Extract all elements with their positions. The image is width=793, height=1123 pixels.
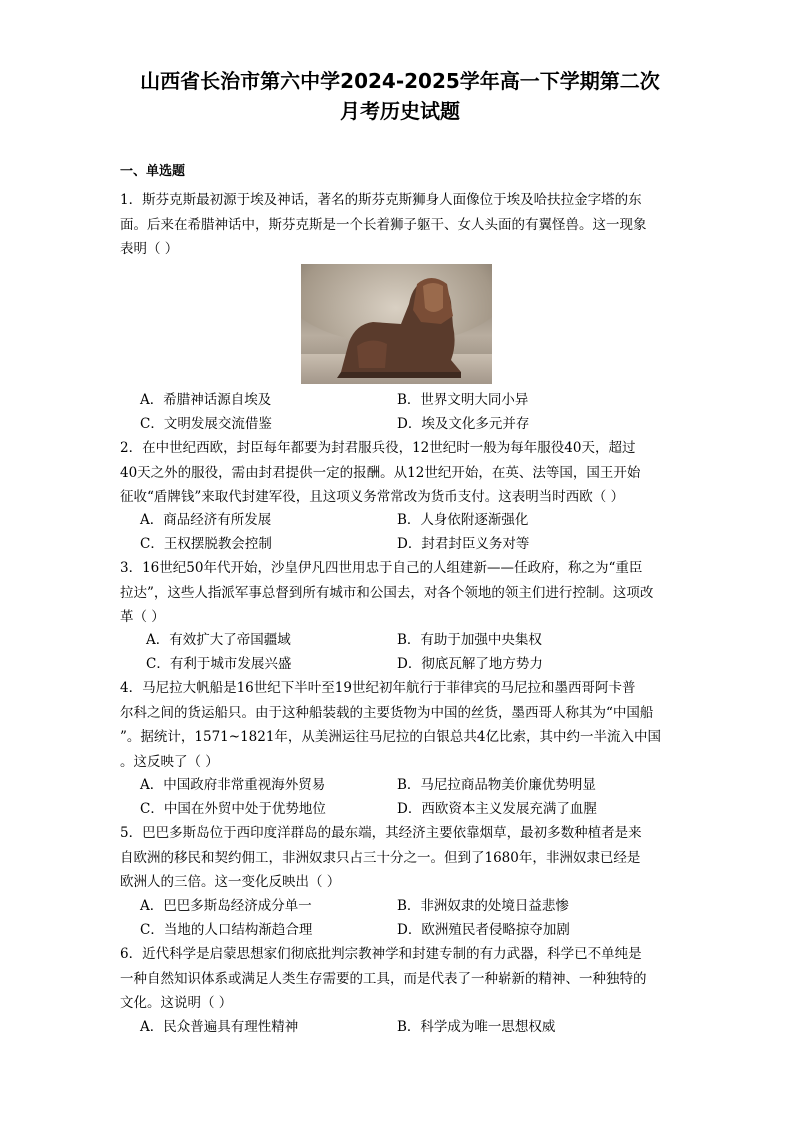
- question-2-stem: [120, 436, 675, 510]
- question-text-line: 5．巴巴多斯岛位于西印度洋群岛的最东端，其经济主要依靠烟草，最初多数种植者是来: [120, 825, 642, 841]
- option-b: B．有助于加强中央集权: [397, 632, 542, 648]
- option-b: B．马尼拉商品物美价廉优势明显: [397, 777, 596, 793]
- question-4-stem: [120, 676, 675, 774]
- question-text-line: 面。后来在希腊神话中，斯芬克斯是一个长着狮子躯干、女人头面的有翼怪兽。这一现象: [120, 216, 647, 233]
- option-a: A．商品经济有所发展: [140, 512, 272, 528]
- section-heading: 一、单选题: [120, 164, 186, 179]
- option-a: A．希腊神话源自埃及: [140, 392, 272, 408]
- question-text-line: 2．在中世纪西欧，封臣每年都要为封君服兵役，12世纪时一般为每年服役40天，超过: [120, 440, 636, 456]
- question-1-stem: [120, 188, 675, 262]
- question-text-line: 文化。这说明（ ）: [120, 995, 233, 1011]
- option-a: A．中国政府非常重视海外贸易: [140, 777, 326, 793]
- option-c: C．文明发展交流借鉴: [140, 416, 272, 432]
- page-title: [100, 66, 700, 126]
- option-b: B．非洲奴隶的处境日益悲惨: [397, 898, 569, 914]
- question-text-line: 拉达”，这些人指派军事总督到所有城市和公国去，对各个领地的领主们进行控制。这项改: [120, 584, 654, 601]
- question-3-stem: [120, 556, 675, 630]
- question-text-line: 4．马尼拉大帆船是16世纪下半叶至19世纪初年航行于菲律宾的马尼拉和墨西哥阿卡普: [120, 680, 636, 696]
- title-line-2: 月考历史试题: [340, 99, 460, 123]
- question-text-line: 6．近代科学是启蒙思想家们彻底批判宗教神学和封建专制的有力武器，科学已不单纯是: [120, 946, 642, 962]
- option-b: B．世界文明大同小异: [397, 392, 529, 408]
- option-d: D．封君封臣义务对等: [397, 536, 530, 552]
- question-text-line: 1．斯芬克斯最初源于埃及神话，著名的斯芬克斯狮身人面像位于埃及哈扶拉金字塔的东: [120, 192, 642, 208]
- option-a: A．有效扩大了帝国疆域: [146, 632, 291, 648]
- option-c: C．中国在外贸中处于优势地位: [140, 801, 326, 817]
- question-text-line: ”。据统计，1571~1821年，从美洲运往马尼拉的白银总共4亿比索，其中约一半流入中国: [120, 729, 662, 745]
- option-a: A．民众普遍具有理性精神: [140, 1019, 299, 1035]
- option-c: C．王权摆脱教会控制: [140, 536, 272, 552]
- question-5-stem: [120, 821, 675, 895]
- question-text-line: 一种自然知识体系或满足人类生存需要的工具，而是代表了一种崭新的精神、一种独特的: [120, 970, 647, 987]
- sphinx-statue-image: [301, 264, 492, 384]
- title-line-1: 山西省长治市第六中学2024-2025学年高一下学期第二次: [140, 69, 660, 93]
- sphinx-photo: [301, 264, 492, 384]
- question-text-line: 3．16世纪50年代开始，沙皇伊凡四世用忠于自己的人组建新——任政府，称之为“重臣: [120, 560, 643, 576]
- option-c: C．有利于城市发展兴盛: [146, 656, 292, 672]
- question-text-line: 尔科之间的货运船只。由于这种船装载的主要货物为中国的丝货，墨西哥人称其为“中国船: [120, 704, 654, 721]
- option-d: D．埃及文化多元并存: [397, 416, 530, 432]
- option-c: C．当地的人口结构渐趋合理: [140, 922, 313, 938]
- question-text-line: 。这反映了（ ）: [120, 753, 219, 770]
- question-text-line: 革（ ）: [120, 609, 165, 625]
- option-d: D．欧洲殖民者侵略掠夺加剧: [397, 922, 570, 938]
- question-text-line: 征收“盾牌钱”来取代封建军役，且这项义务常常改为货币支付。这表明当时西欧（ ）: [120, 489, 625, 505]
- question-text-line: 表明（ ）: [120, 241, 179, 257]
- option-b: B．人身依附逐渐强化: [397, 512, 529, 528]
- question-6-stem: [120, 942, 675, 1016]
- option-b: B．科学成为唯一思想权威: [397, 1019, 556, 1035]
- option-a: A．巴巴多斯岛经济成分单一: [140, 898, 312, 914]
- question-text-line: 自欧洲的移民和契约佣工，非洲奴隶只占三十分之一。但到了1680年，非洲奴隶已经是: [120, 849, 641, 866]
- option-d: D．彻底瓦解了地方势力: [397, 656, 543, 672]
- question-text-line: 40天之外的服役，需由封君提供一定的报酬。从12世纪开始，在英、法等国，国王开始: [120, 464, 641, 481]
- question-text-line: 欧洲人的三倍。这一变化反映出（ ）: [120, 874, 341, 890]
- option-d: D．西欧资本主义发展充满了血腥: [397, 801, 597, 817]
